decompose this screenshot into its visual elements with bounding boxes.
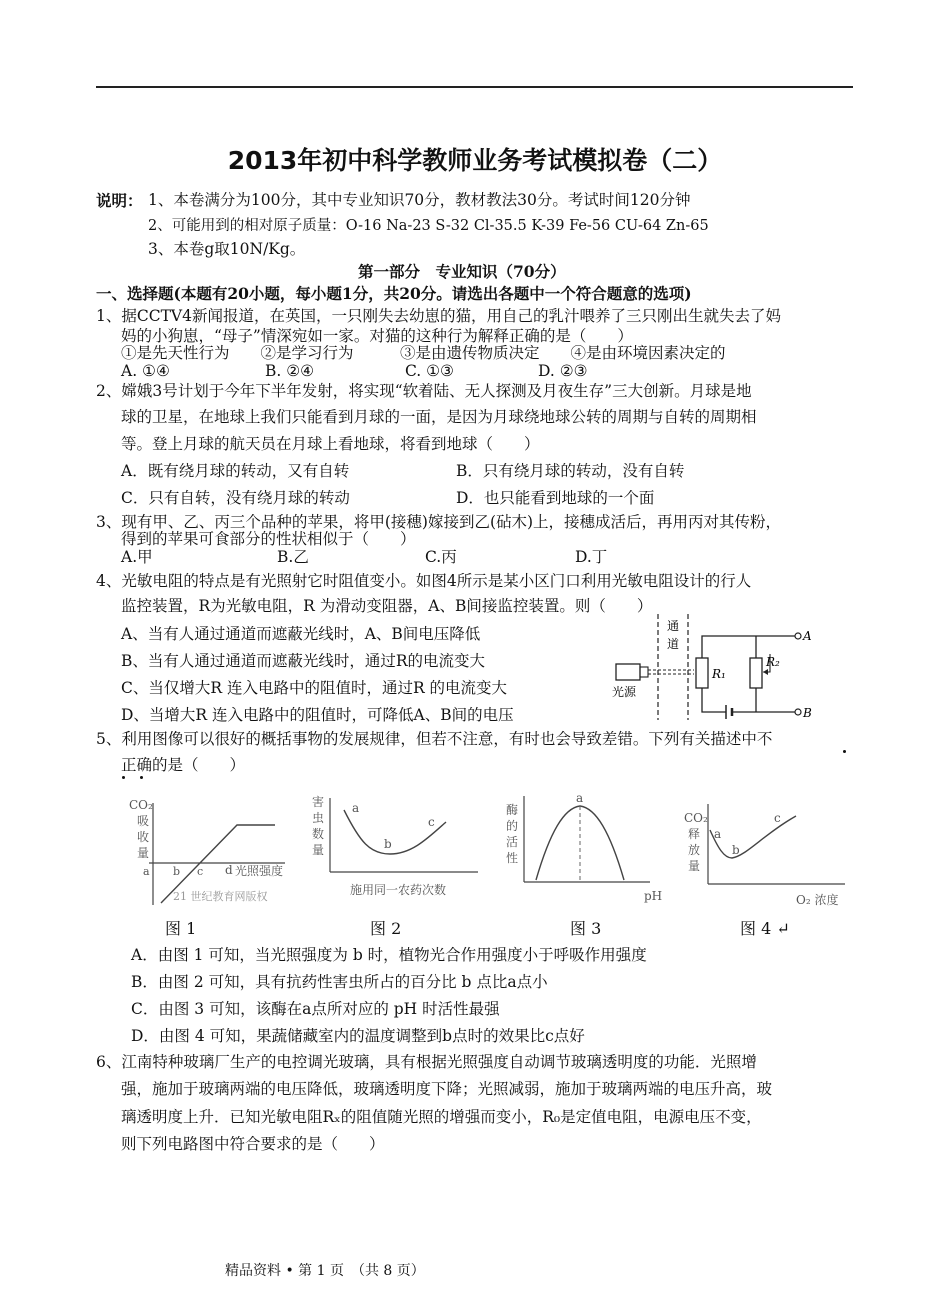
q3-option-c: C.丙: [425, 548, 457, 566]
fig1-ylabel: 吸: [137, 814, 150, 828]
q5-figure-4: [680, 800, 855, 910]
fig1-ylabel: 量: [137, 846, 150, 860]
q1-option-c: C. ①③: [405, 362, 454, 380]
q6-line-2: 强，施加于玻璃两端的电压降低，玻璃透明度下降；光照减弱，施加于玻璃两端的电压升高，玻: [121, 1080, 773, 1098]
fig1-point-label: a: [143, 865, 150, 878]
fig3-ylabel: 酶: [506, 803, 519, 817]
fig4-caption: 图 4 ↵: [740, 919, 790, 938]
fig1-ylabel: CO₂: [129, 798, 153, 812]
q2-option-c: C．只有自转，没有绕月球的转动: [121, 489, 350, 507]
q2-line-2: 球的卫星，在地球上我们只能看到月球的一面，是因为月球绕地球公转的周期与自转的周期相: [121, 408, 757, 426]
part1-title: 第一部分 专业知识（70分）: [358, 262, 566, 281]
q2-option-d: D．也只能看到地球的一个面: [456, 489, 655, 507]
q5-line-2: 正确的是（ ）: [121, 756, 246, 774]
light-source-box: [616, 664, 640, 680]
q6-line-1: 6、江南特种玻璃厂生产的电控调光玻璃，具有根据光照强度自动调节玻璃透明度的功能．光照增: [96, 1053, 757, 1071]
instructions-line-3: 3、本卷g取10N/Kg。: [148, 240, 306, 258]
fig1-point-label: c: [197, 865, 204, 878]
fig3-ylabel: 性: [506, 851, 519, 865]
q4-line-2: 监控装置，R为光敏电阻，R 为滑动变阻器，A、B间接监控装置。则（ ）: [121, 597, 653, 615]
q4-fig-b-label: B: [803, 706, 812, 720]
fig4-point-label: b: [732, 843, 740, 857]
q6-line-4: 则下列电路图中符合要求的是（ ）: [121, 1135, 385, 1153]
q5-option-d: D．由图 4 可知，果蔬储藏室内的温度调整到b点时的效果比c点好: [131, 1027, 585, 1045]
q5-figure-2: [308, 792, 488, 907]
q1-option-a: A. ①④: [121, 362, 170, 380]
instructions-label: 说明：: [96, 191, 143, 210]
fig4-ylabel: CO₂: [684, 811, 708, 825]
fig4-point-label: a: [714, 827, 722, 841]
q3-line-1: 3、现有甲、乙、丙三个品种的苹果，将甲(接穗)嫁接到乙(砧木)上，接穗成活后，再用丙对其传粉，: [96, 513, 782, 531]
q4-fig-channel-label-1: 通: [667, 619, 680, 633]
fig2-ylabel: 量: [312, 843, 325, 857]
q4-option-d: D、当增大R 连入电路中的阻值时，可降低A、B间的电压: [121, 706, 514, 724]
q2-line-1: 2、嫦娥3号计划于今年下半年发射，将实现“软着陆、无人探测及月夜生存”三大创新。月球是地: [96, 382, 752, 400]
q4-fig-channel-label-2: 道: [667, 637, 680, 651]
q3-option-b: B.乙: [277, 548, 309, 566]
header-rule: [96, 86, 853, 88]
q5-figure-1: [125, 795, 290, 910]
instructions-line-1: 1、本卷满分为100分，其中专业知识70分，教材教法30分。考试时间120分钟: [148, 191, 691, 209]
emphasis-dot: [843, 750, 846, 753]
q4-fig-r2-label: R₂: [766, 655, 780, 669]
fig1-point-label: d: [225, 863, 233, 877]
fig2-point-label: c: [428, 815, 435, 829]
q1-line-1: 1、据CCTV4新闻报道，在英国，一只刚失去幼崽的猫，用自己的乳汁喂养了三只刚出生就失去了妈: [96, 307, 781, 325]
q2-option-a: A．既有绕月球的转动，又有自转: [121, 462, 350, 480]
q5-option-c: C．由图 3 可知，该酶在a点所对应的 pH 时活性最强: [131, 1000, 500, 1018]
q4-fig-a-label: A: [803, 629, 812, 643]
fig2-ylabel: 害: [312, 795, 325, 809]
r2-rheostat: [750, 658, 762, 688]
emphasis-dot: [122, 776, 125, 779]
r1-resistor: [696, 658, 708, 688]
q2-option-b: B．只有绕月球的转动，没有自转: [456, 462, 685, 480]
fig2-caption: 图 2: [370, 919, 402, 938]
q4-option-c: C、当仅增大R 连入电路中的阻值时，通过R 的电流变大: [121, 679, 508, 697]
fig1-xlabel: 光照强度: [235, 864, 284, 878]
q5-line-1: 5、利用图像可以很好的概括事物的发展规律，但若不注意，有时也会导致差错。下列有关描述中不: [96, 730, 773, 748]
fig4-point-label: c: [774, 811, 781, 825]
fig1-ylabel: 收: [137, 830, 150, 844]
emphasis-dot: [140, 776, 143, 779]
q3-line-2: 得到的苹果可食部分的性状相似于（ ）: [121, 530, 416, 548]
fig4-xlabel: O₂ 浓度: [796, 893, 839, 907]
fig4-ylabel: 放: [688, 843, 701, 857]
fig4-curve: [710, 816, 796, 858]
q4-circuit-diagram: [606, 612, 816, 724]
fig1-point-label: b: [173, 865, 181, 878]
q3-option-a: A.甲: [121, 548, 153, 566]
fig2-point-label: a: [352, 801, 360, 815]
page-footer: 精品资料 • 第 1 页 （共 8 页）: [225, 1263, 425, 1279]
fig2-ylabel: 虫: [312, 811, 325, 825]
q5-option-b: B．由图 2 可知，具有抗药性害虫所占的百分比 b 点比a点小: [131, 973, 548, 991]
q3-option-d: D.丁: [575, 548, 608, 566]
q4-line-1: 4、光敏电阻的特点是有光照射它时阻值变小。如图4所示是某小区门口利用光敏电阻设计的行人: [96, 572, 752, 590]
fig3-ylabel: 活: [506, 835, 519, 849]
fig3-point-label: a: [576, 792, 584, 805]
q4-option-a: A、当有人通过通道而遮蔽光线时，A、B间电压降低: [121, 625, 481, 643]
q1-option-b: B. ②④: [265, 362, 315, 380]
q1-option-d: D. ②③: [538, 362, 588, 380]
fig2-point-label: b: [384, 837, 392, 851]
instructions-line-2: 2、可能用到的相对原子质量：O-16 Na-23 S-32 Cl-35.5 K-39 Fe-56 CU-64 Zn-65: [148, 218, 709, 234]
fig4-ylabel: 释: [688, 827, 701, 841]
fig2-xlabel: 施用同一农药次数: [350, 883, 447, 897]
q1-line-2: 妈的小狗崽，“母子”情深宛如一家。对猫的这种行为解释正确的是（ ）: [121, 327, 633, 345]
q6-line-3: 璃透明度上升．已知光敏电阻Rₓ的阻值随光照的增强而变小，R₀是定值电阻，电源电压不变，: [121, 1108, 762, 1126]
q4-fig-light-source-label: 光源: [612, 685, 637, 699]
q2-line-3: 等。登上月球的航天员在月球上看地球，将看到地球（ ）: [121, 435, 540, 453]
fig1-watermark: 21 世纪教育网版权: [173, 890, 268, 903]
fig3-caption: 图 3: [570, 919, 602, 938]
section1-heading: 一、选择题(本题有20小题，每小题1分，共20分。请选出各题中一个符合题意的选项): [96, 284, 692, 303]
fig4-ylabel: 量: [688, 859, 701, 873]
fig3-xlabel: pH: [644, 889, 663, 903]
q1-line-3: ①是先天性行为 ②是学习行为 ③是由遗传物质决定 ④是由环境因素决定的: [121, 344, 726, 362]
q5-option-a: A．由图 1 可知，当光照强度为 b 时，植物光合作用强度小于呼吸作用强度: [131, 946, 647, 964]
q4-fig-r1-label: R₁: [712, 667, 726, 681]
page-title: 2013年初中科学教师业务考试模拟卷（二）: [227, 146, 723, 175]
q4-option-b: B、当有人通过通道而遮蔽光线时，通过R的电流变大: [121, 652, 486, 670]
fig3-ylabel: 的: [506, 819, 519, 833]
fig2-ylabel: 数: [312, 827, 325, 841]
terminal-a: [795, 633, 801, 639]
terminal-b: [795, 709, 801, 715]
q5-figure-3: [500, 792, 670, 907]
fig1-caption: 图 1: [165, 919, 197, 938]
